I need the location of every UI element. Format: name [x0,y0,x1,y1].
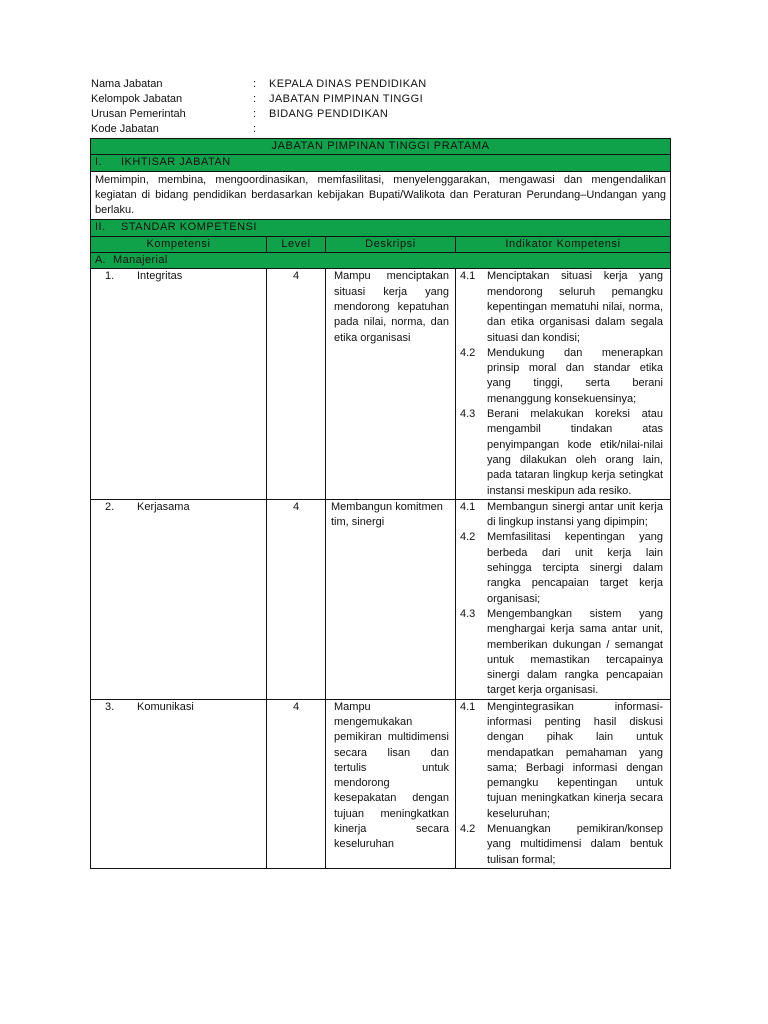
column-header-row [91,236,671,252]
field-colon: : [253,123,257,135]
section-title: IKHTISAR JABATAN [121,156,231,169]
field-colon: : [253,108,257,120]
competency-table [90,138,671,869]
field-label: Urusan Pemerintah [91,108,186,120]
section-header-standar [91,220,671,236]
competency-description: Mampu menciptakan situasi kerja yang mendorong kepatuhan pada nilai, norma, dan etika organisasi [326,269,456,499]
section-header-ikhtisar [91,155,671,171]
field-value: BIDANG PENDIDIKAN [269,108,389,120]
job-summary: Memimpin, membina, mengoordinasikan, memfasilitasi, menyelenggarakan, mengawasi dan mengendalikan kegiatan di bidang pendidikan berdasarkan kebijakan Bupati/Walikota dan Peraturan Perundang–Undangan yang berlaku. [91,171,671,220]
section-number: I. [95,156,103,169]
competency-description: Membangun komitmen tim, sinergi [326,499,456,699]
competency-cell [95,500,262,515]
indicator-text: Memfasilitasi kepentingan yang berbeda dari unit kerja lain sehingga tercipta sinergi dalam rangka pencapaian target kerja organisasi; [487,531,663,605]
indicator-item [460,407,666,499]
competency-cell [95,269,262,284]
indicator-number: 4.2 [460,531,476,544]
indicator-number: 4.1 [460,700,476,713]
competency-number: 1. [105,270,115,283]
table-row [91,269,671,499]
field-label: Kelompok Jabatan [91,93,183,105]
indicator-number: 4.2 [460,823,476,836]
competency-description: Mampu mengemukakan pemikiran multidimensi secara lisan dan tertulis untuk mendorong kesepakatan dengan tujuan meningkatkan kinerja secara keseluruhan [326,699,456,868]
field-value: JABATAN PIMPINAN TINGGI [269,93,424,105]
table-title-row [91,139,671,155]
competency-name: Integritas [137,270,183,283]
field-nama-jabatan [91,78,671,93]
field-urusan-pemerintah [91,108,671,123]
indicator-item [460,607,666,699]
column-header-indikator: Indikator Kompetensi [456,236,671,252]
summary-row [91,171,671,220]
competency-name: Komunikasi [137,700,194,713]
competency-number: 3. [105,700,115,713]
subsection-title: Manajerial [113,254,168,267]
indicator-number: 4.1 [460,270,476,283]
column-header-level: Level [267,236,326,252]
indicator-text: Menuangkan pemikiran/konsep yang multidimensi dalam bentuk tulisan formal; [487,823,663,866]
field-colon: : [253,93,257,105]
indicator-item [460,530,666,606]
competency-number: 2. [105,500,115,513]
field-value: KEPALA DINAS PENDIDIKAN [269,78,427,90]
field-label: Nama Jabatan [91,78,163,90]
indicator-number: 4.2 [460,346,476,359]
competency-name: Kerjasama [137,500,190,513]
indicator-text: Menciptakan situasi kerja yang mendorong seluruh pemangku kepentingan mematuhi nilai, norma, dan etika organisasi dalam segala situasi dan kondisi; [487,270,663,344]
indicator-item [460,500,666,531]
indicator-number: 4.1 [460,500,476,513]
column-header-deskripsi: Deskripsi [326,236,456,252]
competency-level: 4 [267,699,326,868]
field-kode-jabatan [91,123,671,138]
section-title: STANDAR KOMPETENSI [121,221,257,234]
indicator-item [460,346,666,407]
indicator-text: Mengembangkan sistem yang menghargai kerja sama antar unit, memberikan dukungan / semangat untuk memastikan tercapainya sinergi dalam rangka pencapaian target kerja organisasi. [487,607,663,697]
indicator-text: Mengintegrasikan informasi-informasi penting hasil diskusi dengan pihak lain untuk mendapatkan pemahaman yang sama; Berbagi informasi dengan pemangku kepentingan untuk tujuan meningkatkan kinerja secara keseluruhan; [487,700,663,820]
competency-level: 4 [267,499,326,699]
field-kelompok-jabatan [91,93,671,108]
field-label: Kode Jabatan [91,123,159,135]
indicator-item [460,700,666,822]
indicator-number: 4.3 [460,408,476,421]
section-number: II. [95,221,106,234]
indicator-item [460,822,666,868]
indicator-text: Berani melakukan koreksi atau mengambil tindakan atas penyimpangan kode etik/nilai-nilai yang dilakukan oleh orang lain, pada tataran lingkup kerja setingkat instansi meskipun ada resiko. [487,408,663,497]
indicator-text: Membangun sinergi antar unit kerja di lingkup instansi yang dipimpin; [487,500,663,529]
competency-cell [95,700,262,715]
competency-level: 4 [267,269,326,499]
table-row [91,699,671,868]
indicator-text: Mendukung dan menerapkan prinsip moral dan standar etika yang tinggi, serta berani menanggung konsekuensinya; [487,346,663,405]
table-row [91,499,671,699]
subsection-row-manajerial [91,253,671,269]
table-title: JABATAN PIMPINAN TINGGI PRATAMA [91,139,671,155]
indicator-item [460,269,666,345]
field-colon: : [253,78,257,90]
column-header-kompetensi: Kompetensi [91,236,267,252]
indicator-number: 4.3 [460,607,476,620]
subsection-number: A. [95,254,106,267]
